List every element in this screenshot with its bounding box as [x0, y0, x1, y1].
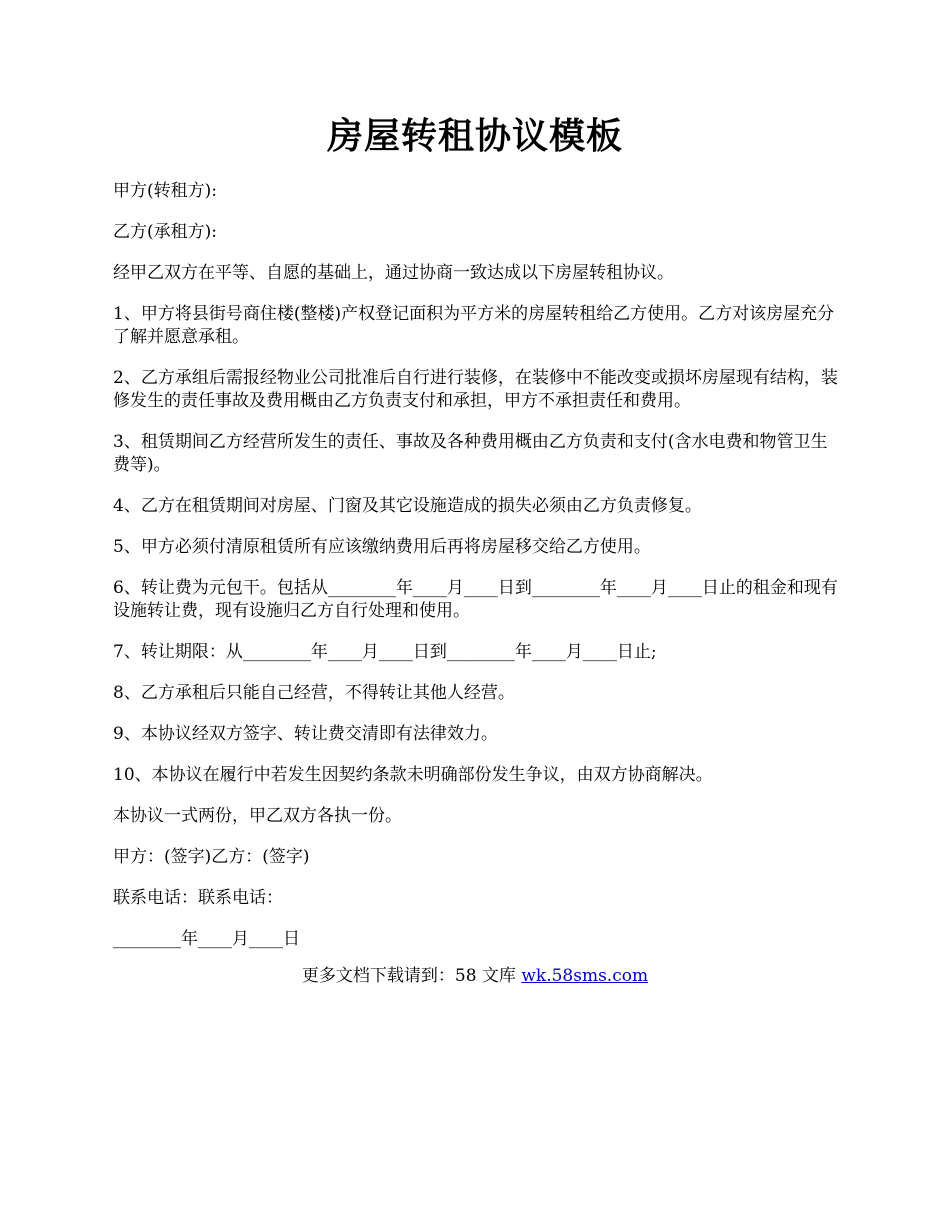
clause-8: 8、乙方承租后只能自己经营，不得转让其他人经营。	[113, 683, 515, 703]
document-title: 房屋转租协议模板	[326, 115, 623, 157]
clause-5: 5、甲方必须付清原租赁所有应该缴纳费用后再将房屋移交给乙方使用。	[113, 537, 651, 557]
clause-10: 10、本协议在履行中若发生因契约条款未明确部份发生争议，由双方协商解决。	[113, 765, 713, 785]
footer-download-note	[0, 965, 950, 988]
footer-link[interactable]: wk.58sms.com	[521, 966, 649, 986]
copies-statement: 本协议一式两份，甲乙双方各执一份。	[113, 806, 402, 826]
clause-7: 7、转让期限：从________年____月____日到________年____月____日止;	[113, 642, 657, 662]
preamble-paragraph: 经甲乙双方在平等、自愿的基础上，通过协商一致达成以下房屋转租协议。	[113, 263, 674, 283]
signature-line: 甲方：(签字)乙方：(签字)	[113, 847, 310, 867]
clause-3: 3、租赁期间乙方经营所发生的责任、事故及各种费用概由乙方负责和支付(含水电费和物管卫生费等)。	[113, 432, 828, 475]
clause-9: 9、本协议经双方签字、转让费交清即有法律效力。	[113, 724, 498, 744]
party-a-line: 甲方(转租方):	[113, 181, 217, 201]
clause-2: 2、乙方承组后需报经物业公司批准后自行进行装修，在装修中不能改变或损坏房屋现有结构，装修发生的责任事故及费用概由乙方负责支付和承担，甲方不承担责任和费用。	[113, 368, 838, 411]
phone-line: 联系电话：联系电话：	[113, 888, 283, 908]
clause-1: 1、甲方将县街号商住楼(整楼)产权登记面积为平方米的房屋转租给乙方使用。乙方对该房屋充分了解并愿意承租。	[113, 304, 835, 347]
date-line: ________年____月____日	[113, 929, 300, 949]
party-b-line: 乙方(承租方):	[113, 222, 217, 242]
footer-prefix: 更多文档下载请到：58 文库	[301, 966, 522, 986]
clause-4: 4、乙方在租赁期间对房屋、门窗及其它设施造成的损失必须由乙方负责修复。	[113, 496, 702, 516]
clause-6: 6、转让费为元包干。包括从________年____月____日到________年____月____日止的租金和现有设施转让费，现有设施归乙方自行处理和使用。	[113, 578, 838, 621]
document-body	[113, 180, 843, 969]
